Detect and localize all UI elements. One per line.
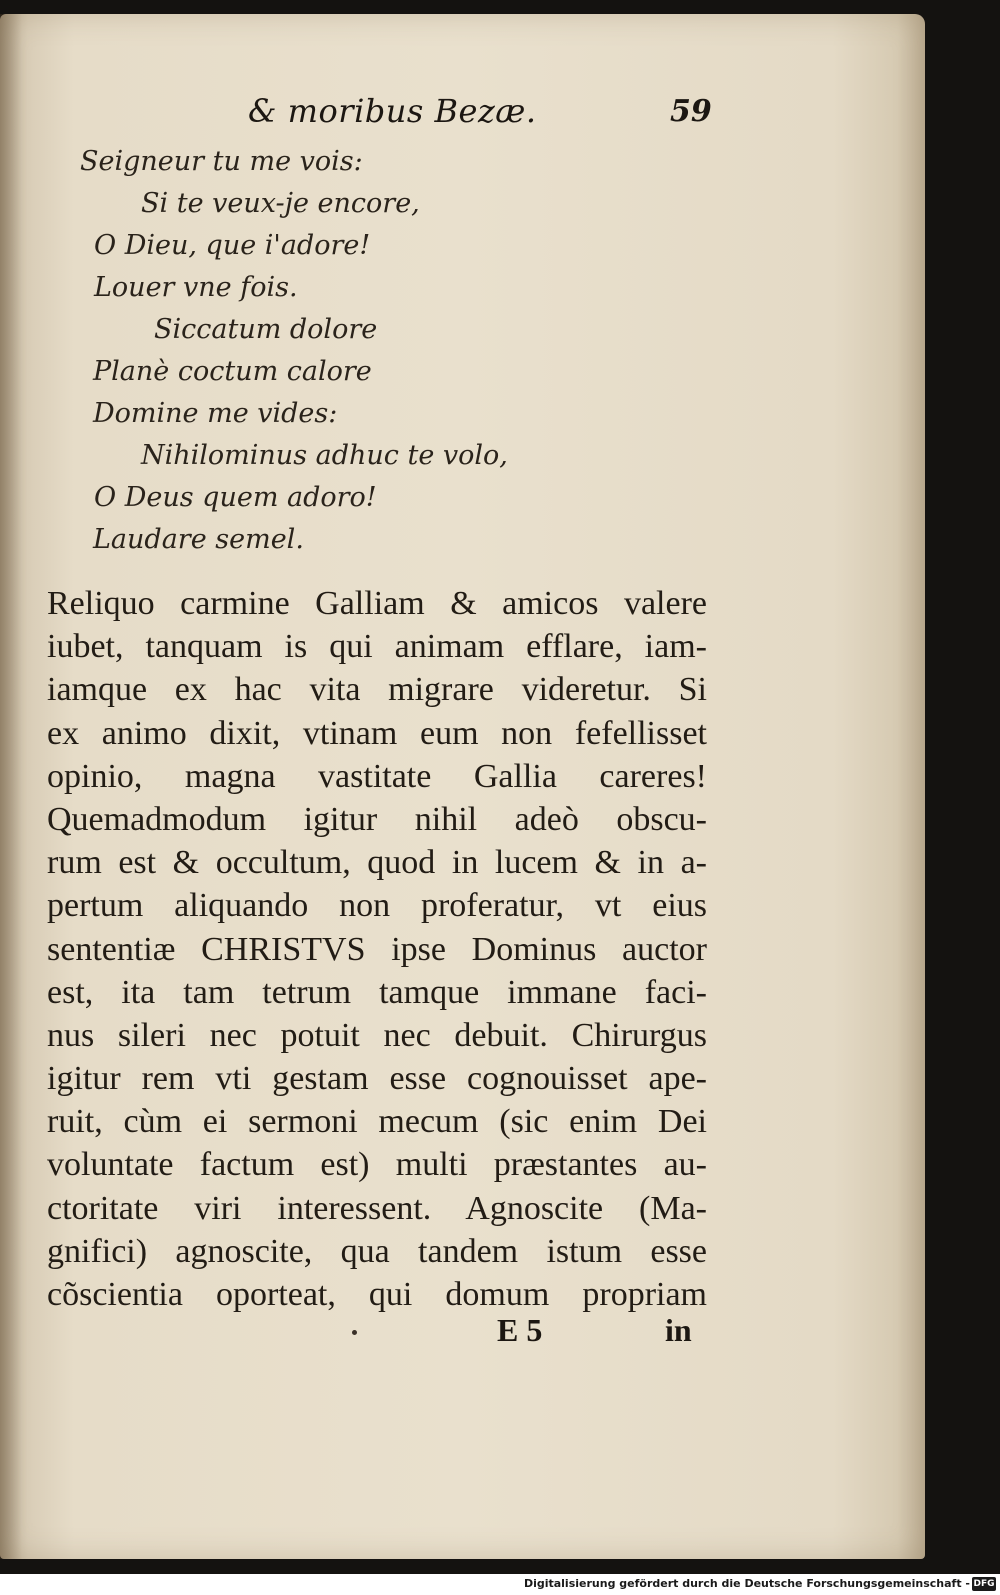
verse-line: Louer vne fois. [94, 272, 298, 303]
prose-line: voluntate factum est) multi præstantes au- [47, 1146, 707, 1184]
footer-bar [0, 1574, 1000, 1595]
verse-line: Domine me vides: [93, 398, 338, 429]
verse-line: O Deus quem adoro! [94, 482, 377, 513]
prose-block [47, 582, 707, 1316]
prose-line: Quemadmodum igitur nihil adeò obscu- [47, 800, 707, 838]
page-gutter-shadow [0, 14, 22, 1559]
verse-line: O Dieu, que i'adore! [94, 230, 371, 261]
funding-notice: Digitalisierung gefördert durch die Deutsche Forschungsgemeinschaft - [523, 1577, 970, 1590]
prose-line: opinio, magna vastitate Gallia careres! [47, 757, 707, 795]
prose-line: iubet, tanquam is qui animam efflare, iam- [47, 628, 707, 666]
prose-line: nus sileri nec potuit nec debuit. Chirurgus [47, 1016, 707, 1054]
signature-mark: E 5 [497, 1312, 543, 1348]
dfg-logo: DFG [973, 1579, 995, 1589]
prose-line: Reliquo carmine Galliam & amicos valere [47, 585, 707, 622]
page-number: 59 [670, 94, 712, 129]
catchword: in [665, 1312, 692, 1348]
running-head: & moribus Bezæ. [248, 92, 537, 130]
verse-line: Laudare semel. [93, 524, 304, 555]
verse-line: Nihilominus adhuc te volo, [141, 440, 508, 471]
verse-line: Planè coctum calore [93, 356, 372, 387]
verse-line: Si te veux-je encore, [141, 188, 420, 219]
book-page [0, 14, 925, 1559]
verse-line: Siccatum dolore [154, 314, 378, 345]
prose-line: ex animo dixit, vtinam eum non fefellisset [47, 714, 707, 752]
prose-line: ruit, cùm ei sermoni mecum (sic enim Dei [47, 1103, 707, 1141]
prose-line: igitur rem vti gestam esse cognouisset ape- [47, 1060, 707, 1098]
prose-line: pertum aliquando non proferatur, vt eius [47, 887, 707, 925]
ink-dot [352, 1330, 357, 1335]
prose-line: est, ita tam tetrum tamque immane faci- [47, 973, 707, 1011]
prose-line: ctoritate viri interessent. Agnoscite (Ma- [47, 1189, 707, 1227]
prose-line: iamque ex hac vita migrare videretur. Si [47, 671, 707, 709]
prose-line: sententiæ CHRISTVS ipse Dominus auctor [47, 930, 707, 968]
prose-line: cõscientia oporteat, qui domum propriam [47, 1276, 707, 1313]
verse-line: Seigneur tu me vois: [80, 146, 363, 177]
prose-line: rum est & occultum, quod in lucem & in a- [47, 844, 707, 882]
prose-line: gnifici) agnoscite, qua tandem istum esse [47, 1232, 707, 1270]
